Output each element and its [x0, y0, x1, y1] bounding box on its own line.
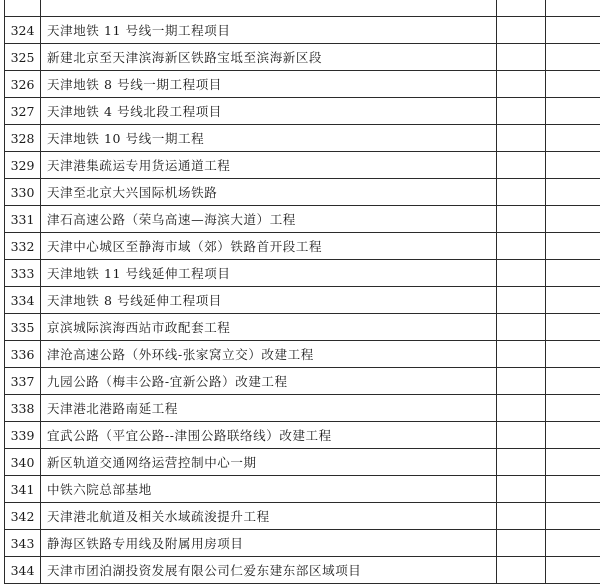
table-row [5, 152, 600, 179]
table-row [5, 71, 600, 98]
empty-cell [497, 260, 546, 287]
row-number: 341 [5, 476, 41, 503]
empty-cell [497, 287, 546, 314]
empty-cell [497, 206, 546, 233]
row-number: 324 [5, 17, 41, 44]
project-name: 宜武公路（平宜公路--津围公路联络线）改建工程 [41, 422, 497, 449]
empty-cell [497, 314, 546, 341]
project-name: 静海区铁路专用线及附属用房项目 [41, 530, 497, 557]
empty-cell [546, 233, 600, 260]
row-number: 325 [5, 44, 41, 71]
empty-cell [546, 0, 600, 17]
project-name: 天津港北港路南延工程 [41, 395, 497, 422]
empty-cell [546, 395, 600, 422]
empty-cell [546, 260, 600, 287]
project-name: 天津至北京大兴国际机场铁路 [41, 179, 497, 206]
table-row [5, 125, 600, 152]
empty-cell [497, 17, 546, 44]
project-table [4, 0, 600, 584]
table-row [5, 503, 600, 530]
row-number: 340 [5, 449, 41, 476]
table-row [5, 17, 600, 44]
empty-cell [546, 341, 600, 368]
row-number: 328 [5, 125, 41, 152]
empty-cell [546, 71, 600, 98]
empty-cell [546, 422, 600, 449]
project-name: 天津地铁 8 号线一期工程项目 [41, 71, 497, 98]
table-row [5, 395, 600, 422]
project-name: 中铁六院总部基地 [41, 476, 497, 503]
table-row [5, 0, 600, 17]
row-number: 335 [5, 314, 41, 341]
project-name: 新区轨道交通网络运营控制中心一期 [41, 449, 497, 476]
row-number: 333 [5, 260, 41, 287]
row-number [5, 0, 41, 17]
empty-cell [497, 179, 546, 206]
table-row [5, 314, 600, 341]
project-name: 京滨城际滨海西站市政配套工程 [41, 314, 497, 341]
empty-cell [497, 395, 546, 422]
row-number: 331 [5, 206, 41, 233]
project-name: 天津地铁 11 号线一期工程项目 [41, 17, 497, 44]
table-row [5, 449, 600, 476]
row-number: 344 [5, 557, 41, 584]
empty-cell [497, 368, 546, 395]
row-number: 342 [5, 503, 41, 530]
empty-cell [546, 287, 600, 314]
project-name [41, 0, 497, 17]
empty-cell [546, 476, 600, 503]
row-number: 343 [5, 530, 41, 557]
project-name: 新建北京至天津滨海新区铁路宝坻至滨海新区段 [41, 44, 497, 71]
empty-cell [497, 233, 546, 260]
row-number: 339 [5, 422, 41, 449]
empty-cell [546, 530, 600, 557]
row-number: 329 [5, 152, 41, 179]
empty-cell [497, 125, 546, 152]
table-row [5, 98, 600, 125]
empty-cell [546, 449, 600, 476]
project-name: 津石高速公路（荣乌高速—海滨大道）工程 [41, 206, 497, 233]
table-row [5, 206, 600, 233]
empty-cell [546, 17, 600, 44]
project-name: 天津港集疏运专用货运通道工程 [41, 152, 497, 179]
empty-cell [546, 206, 600, 233]
empty-cell [546, 557, 600, 584]
empty-cell [546, 179, 600, 206]
table-row [5, 287, 600, 314]
table-row [5, 260, 600, 287]
table-row [5, 368, 600, 395]
empty-cell [497, 71, 546, 98]
table-row [5, 476, 600, 503]
project-name: 天津地铁 8 号线延伸工程项目 [41, 287, 497, 314]
table-row [5, 557, 600, 584]
row-number: 332 [5, 233, 41, 260]
row-number: 327 [5, 98, 41, 125]
empty-cell [497, 0, 546, 17]
project-name: 天津地铁 11 号线延伸工程项目 [41, 260, 497, 287]
empty-cell [546, 152, 600, 179]
empty-cell [497, 557, 546, 584]
project-name: 津沧高速公路（外环线-张家窝立交）改建工程 [41, 341, 497, 368]
empty-cell [497, 152, 546, 179]
row-number: 326 [5, 71, 41, 98]
row-number: 336 [5, 341, 41, 368]
empty-cell [546, 125, 600, 152]
project-name: 天津港北航道及相关水域疏浚提升工程 [41, 503, 497, 530]
table-row [5, 44, 600, 71]
row-number: 334 [5, 287, 41, 314]
table-row [5, 341, 600, 368]
empty-cell [546, 314, 600, 341]
empty-cell [546, 368, 600, 395]
project-name: 九园公路（梅丰公路-宜新公路）改建工程 [41, 368, 497, 395]
table-row [5, 233, 600, 260]
empty-cell [546, 44, 600, 71]
empty-cell [546, 503, 600, 530]
empty-cell [497, 503, 546, 530]
empty-cell [497, 476, 546, 503]
project-table-body [5, 0, 600, 584]
project-name: 天津地铁 4 号线北段工程项目 [41, 98, 497, 125]
row-number: 337 [5, 368, 41, 395]
row-number: 330 [5, 179, 41, 206]
empty-cell [497, 341, 546, 368]
project-name: 天津市团泊湖投资发展有限公司仁爱东建东部区域项目 [41, 557, 497, 584]
empty-cell [497, 422, 546, 449]
empty-cell [497, 530, 546, 557]
table-row [5, 179, 600, 206]
table-row [5, 530, 600, 557]
empty-cell [497, 449, 546, 476]
empty-cell [497, 98, 546, 125]
project-name: 天津地铁 10 号线一期工程 [41, 125, 497, 152]
table-row [5, 422, 600, 449]
empty-cell [497, 44, 546, 71]
row-number: 338 [5, 395, 41, 422]
empty-cell [546, 98, 600, 125]
project-name: 天津中心城区至静海市域（郊）铁路首开段工程 [41, 233, 497, 260]
